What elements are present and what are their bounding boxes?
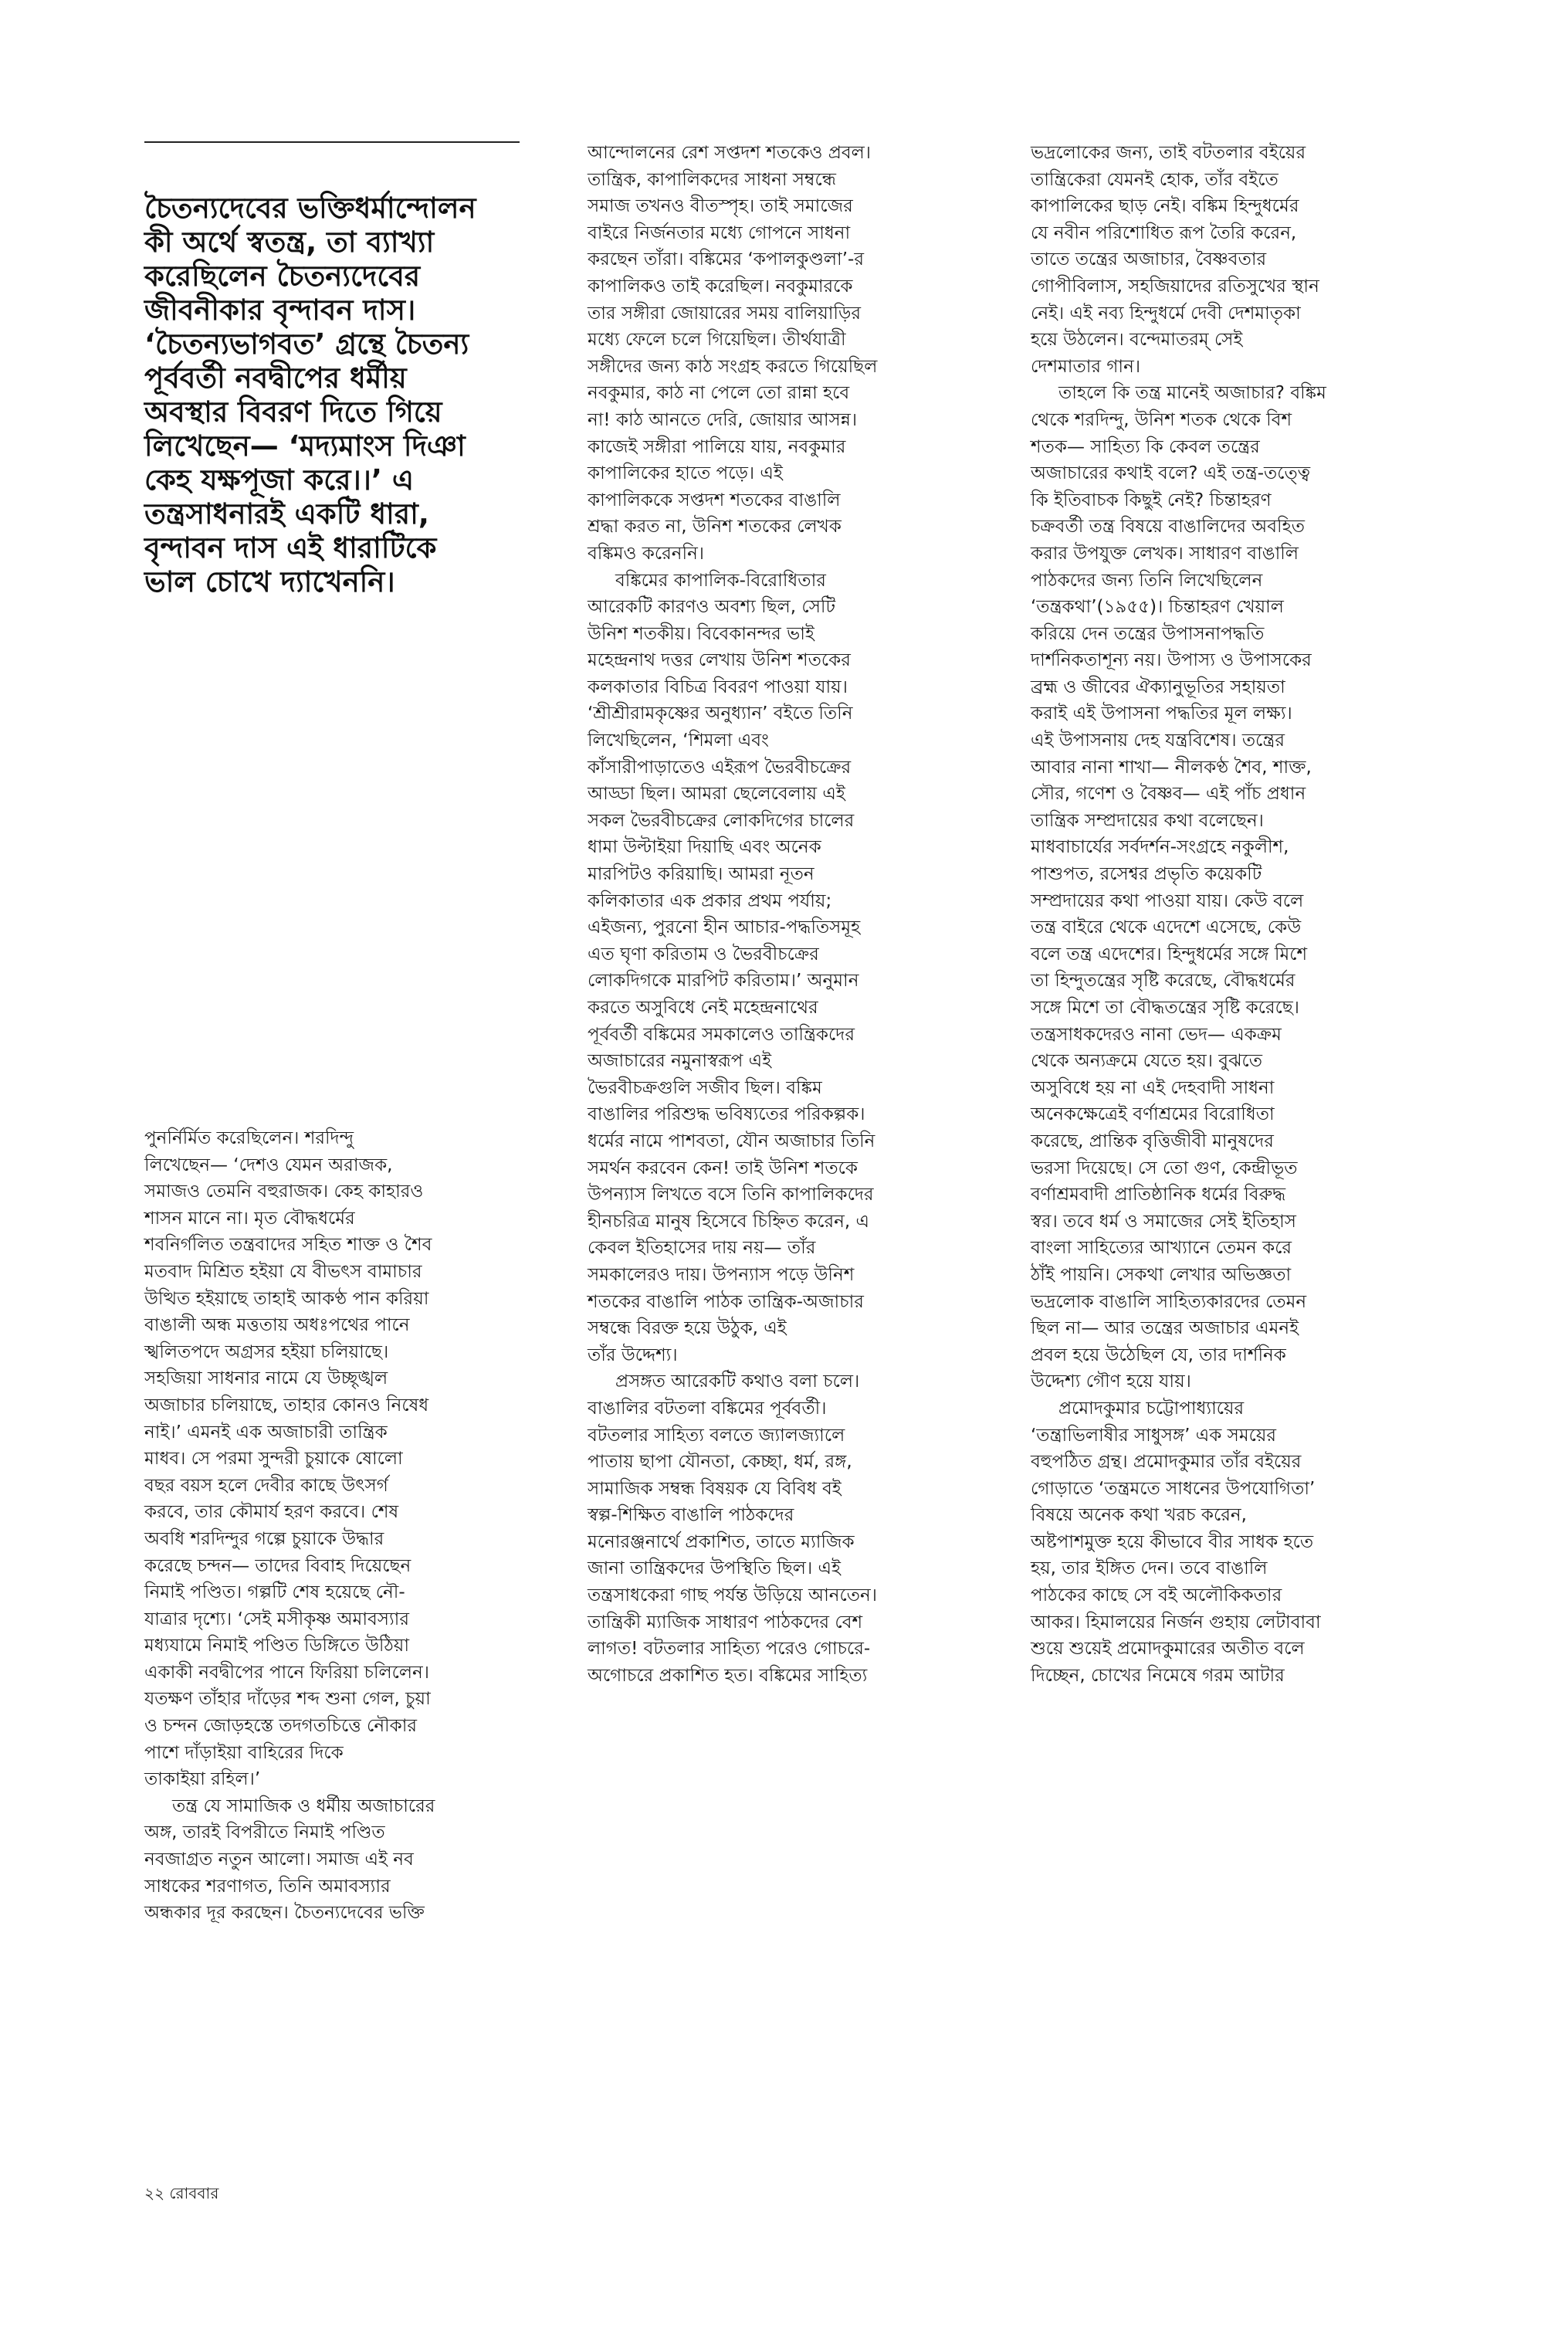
- pull-quote-line: কেহ যক্ষপূজা করে।।’ এ: [144, 463, 414, 497]
- pull-quote-line: করেছিলেন চৈতন্যদেবের: [144, 259, 421, 293]
- text-line: সহজিয়া সাধনার নামে যে উচ্ছৃঙ্খল: [144, 1368, 388, 1389]
- text-line: অজাচারের কথাই বলে? এই তন্ত্র-তত্ত্বে: [1031, 463, 1311, 484]
- text-line: কি ইতিবাচক কিছুই নেই? চিন্তাহরণ: [1031, 490, 1272, 510]
- text-line: ভদ্রলোক বাঙালি সাহিত্যকারদের তেমন: [1031, 1291, 1307, 1312]
- text-line: এই উপাসনায় দেহ যন্ত্রবিশেষ। তন্ত্রের: [1031, 731, 1285, 751]
- text-line: হীনচরিত্র মানুষ হিসেবে চিহ্নিত করেন, এ: [588, 1211, 869, 1232]
- text-line: আকর। হিমালয়ের নির্জন গুহায় লেটাবাবা: [1031, 1612, 1321, 1633]
- text-line: কেবল ইতিহাসের দায় নয়— তাঁর: [588, 1238, 816, 1259]
- text-line: করাই এই উপাসনা পদ্ধতির মূল লক্ষ্য।: [1031, 704, 1292, 724]
- text-line: বাঙালির পরিশুদ্ধ ভবিষ্যতের পরিকল্পক।: [588, 1104, 865, 1125]
- text-line: জানা তান্ত্রিকদের উপস্থিতি ছিল। এই: [588, 1558, 841, 1579]
- text-line: কাপালিকের হাতে পড়ে। এই: [588, 463, 783, 484]
- text-line: অন্ধকার দূর করছেন। চৈতন্যদেবের ভক্তি: [144, 1903, 425, 1924]
- text-line: লিখেছেন— ‘দেশও যেমন অরাজক,: [144, 1155, 393, 1175]
- text-line: করেছে, প্রান্তিক বৃত্তিজীবী মানুষদের: [1031, 1131, 1274, 1151]
- text-line: তন্ত্রসাধকদেরও নানা ভেদ— একক্রম: [1031, 1024, 1282, 1045]
- text-line: স্বর। তবে ধর্ম ও সমাজের সেই ইতিহাস: [1031, 1211, 1296, 1232]
- text-line: মারপিটও করিয়াছি। আমরা নূতন: [588, 864, 814, 885]
- text-line: শবনির্গলিত তন্ত্রবাদের সহিত শাক্ত ও শৈব: [144, 1235, 432, 1256]
- text-line: বাঙালির বটতলা বঙ্কিমের পূর্ববর্তী।: [588, 1398, 827, 1419]
- text-line: ধর্মের নামে পাশবতা, যৌন অজাচার তিনি: [588, 1131, 875, 1151]
- text-line: সঙ্গে মিশে তা বৌদ্ধতন্ত্রের সৃষ্টি করেছে।: [1031, 998, 1300, 1018]
- text-line: যাত্রার দৃশ্যে। ‘সেই মসীকৃষ্ণ অমাবস্যার: [144, 1609, 409, 1629]
- text-line: বঙ্কিমও করেননি।: [588, 543, 705, 564]
- text-line: ব্রহ্ম ও জীবের ঐক্যানুভূতির সহায়তা: [1031, 676, 1285, 697]
- pull-quote-line: ভাল চোখে দ্যাখেননি।: [144, 565, 395, 598]
- text-line: কাপালিকের ছাড় নেই। বঙ্কিম হিন্দুধর্মের: [1031, 196, 1299, 217]
- pull-quote-line: লিখেছেন— ‘মদ্যমাংস দিঞা: [144, 429, 466, 463]
- pull-quote-line: বৃন্দাবন দাস এই ধারাটিকে: [144, 531, 437, 565]
- text-line: দিচ্ছেন, চোখের নিমেষে গরম আটার: [1031, 1665, 1285, 1686]
- text-line: করেছে চন্দন— তাদের বিবাহ দিয়েছেন: [144, 1555, 411, 1576]
- text-line: মহেন্দ্রনাথ দত্তর লেখায় উনিশ শতকের: [588, 650, 851, 671]
- text-line: করবে, তার কৌমার্য হরণ করবে। শেষ: [144, 1502, 399, 1523]
- article-column-right: [1031, 140, 1463, 1689]
- text-line: ও চন্দন জোড়হস্তে তদগতচিত্তে নৌকার: [144, 1716, 418, 1737]
- text-line: গোড়াতে ‘তন্ত্রমতে সাধনের উপযোগিতা’: [1031, 1478, 1316, 1499]
- text-line: উনিশ শতকীয়। বিবেকানন্দর ভাই: [588, 623, 814, 644]
- text-line: অজাচার চলিয়াছে, তাহার কোনও নিষেধ: [144, 1395, 429, 1416]
- text-line: করছেন তাঁরা। বঙ্কিমের ‘কপালকুণ্ডলা’-র: [588, 249, 864, 270]
- text-line: সম্প্রদায়ের কথা পাওয়া যায়। কেউ বলে: [1031, 890, 1304, 911]
- text-line: এত ঘৃণা করিতাম ও ভৈরবীচক্রের: [588, 944, 819, 965]
- text-line: বাঙালী অন্ধ মত্ততায় অধঃপথের পানে: [144, 1315, 410, 1336]
- text-line: ঠাঁই পায়নি। সেকথা লেখার অভিজ্ঞতা: [1031, 1264, 1292, 1285]
- text-line: সমকালেরও দায়। উপন্যাস পড়ে উনিশ: [588, 1264, 855, 1285]
- text-line: দেশমাতার গান।: [1031, 356, 1141, 377]
- text-line: লাগত! বটতলার সাহিত্য পরেও গোচরে-: [588, 1639, 871, 1660]
- text-line: ভৈরবীচক্রগুলি সজীব ছিল। বঙ্কিম: [588, 1077, 822, 1098]
- text-line: মধ্যযামে নিমাই পণ্ডিত ডিঙ্গিতে উঠিয়া: [144, 1636, 410, 1656]
- text-line: ছিল না— আর তন্ত্রের অজাচার এমনই: [1031, 1318, 1299, 1339]
- text-line: মতবাদ মিশ্রিত হইয়া যে বীভৎস বামাচার: [144, 1261, 422, 1282]
- text-line: থেকে শরদিন্দু, উনিশ শতক থেকে বিশ: [1031, 409, 1292, 430]
- text-line: কাপালিকও তাই করেছিল। নবকুমারকে: [588, 276, 853, 297]
- text-line: যে নবীন পরিশোধিত রূপ তৈরি করেন,: [1031, 222, 1297, 243]
- text-line: অনেকক্ষেত্রেই বর্ণাশ্রমের বিরোধিতা: [1031, 1104, 1275, 1125]
- text-line: দার্শনিকতাশূন্য নয়। উপাস্য ও উপাসকের: [1031, 650, 1312, 671]
- text-line: সঙ্গীদের জন্য কাঠ সংগ্রহ করতে গিয়েছিল: [588, 356, 878, 377]
- pull-quote-divider: [144, 141, 520, 143]
- text-line: আবার নানা শাখা— নীলকণ্ঠ শৈব, শাক্ত,: [1031, 757, 1312, 778]
- paragraph-start-line: প্রমোদকুমার চট্টোপাধ্যায়ের: [1058, 1398, 1245, 1419]
- text-line: বটতলার সাহিত্য বলতে জ্যালজ্যালে: [588, 1425, 845, 1446]
- text-line: বাইরে নির্জনতার মধ্যে গোপনে সাধনা: [588, 222, 851, 243]
- text-line: তান্ত্রিকী ম্যাজিক সাধারণ পাঠকদের বেশ: [588, 1612, 863, 1633]
- text-line: অসুবিধে হয় না এই দেহবাদী সাধনা: [1031, 1077, 1275, 1098]
- text-line: তান্ত্রিক, কাপালিকদের সাধনা সম্বন্ধে: [588, 169, 836, 190]
- text-line: বাংলা সাহিত্যের আখ্যানে তেমন করে: [1031, 1238, 1292, 1259]
- text-line: সমাজ তখনও বীতস্পৃহ। তাই সমাজের: [588, 196, 853, 217]
- text-line: শাসন মানে না। মৃত বৌদ্ধধর্মের: [144, 1208, 355, 1229]
- text-line: কাঁসারীপাড়াতেও এইরূপ ভৈরবীচক্রের: [588, 757, 852, 778]
- text-line: বছর বয়স হলে দেবীর কাছে উৎসর্গ: [144, 1475, 388, 1496]
- text-line: প্রবল হয়ে উঠেছিল যে, তার দার্শনিক: [1031, 1344, 1286, 1365]
- text-line: করিয়ে দেন তন্ত্রের উপাসনাপদ্ধতি: [1031, 623, 1265, 644]
- text-line: উত্থিত হইয়াছে তাহাই আকণ্ঠ পান করিয়া: [144, 1288, 429, 1309]
- article-column-left: [144, 1125, 577, 1927]
- text-line: হয়ে উঠলেন। বন্দেমাতরম্ সেই: [1031, 330, 1243, 351]
- text-line: তন্ত্র বাইরে থেকে এদেশে এসেছে, কেউ: [1031, 917, 1302, 938]
- paragraph-start-line: তাহলে কি তন্ত্র মানেই অজাচার? বঙ্কিম: [1058, 383, 1326, 404]
- pull-quote-line: তন্ত্রসাধনারই একটি ধারা,: [144, 497, 429, 531]
- text-line: ধামা উল্টাইয়া দিয়াছি এবং অনেক: [588, 837, 821, 858]
- text-line: একাকী নবদ্বীপের পানে ফিরিয়া চলিলেন।: [144, 1662, 430, 1683]
- pull-quote: [144, 192, 561, 599]
- paragraph-start-line: তন্ত্র যে সামাজিক ও ধর্মীয় অজাচারের: [172, 1795, 435, 1816]
- pull-quote-line: পূর্ববর্তী নবদ্বীপের ধর্মীয়: [144, 361, 407, 395]
- text-line: কলকাতার বিচিত্র বিবরণ পাওয়া যায়।: [588, 676, 848, 697]
- text-line: বলে তন্ত্র এদেশের। হিন্দুধর্মের সঙ্গে মিশে: [1031, 944, 1308, 965]
- text-line: মধ্যে ফেলে চলে গিয়েছিল। তীর্থযাত্রী: [588, 330, 846, 351]
- pull-quote-line: ‘চৈতন্যভাগবত’ গ্রন্থে চৈতন্য: [144, 327, 469, 361]
- text-line: স্খলিতপদে অগ্রসর হইয়া চলিয়াছে।: [144, 1341, 389, 1362]
- page-folio: ২২ রোববার: [144, 2184, 219, 2202]
- text-line: পাশুপত, রসেশ্বর প্রভৃতি কয়েকটি: [1031, 864, 1262, 885]
- text-line: কলিকাতার এক প্রকার প্রথম পর্যায়;: [588, 890, 832, 911]
- text-line: সৌর, গণেশ ও বৈষ্ণব— এই পাঁচ প্রধান: [1031, 784, 1306, 805]
- text-line: তান্ত্রিক সম্প্রদায়ের কথা বলেছেন।: [1031, 810, 1264, 831]
- text-line: নবজাগ্রত নতুন আলো। সমাজ এই নব: [144, 1850, 414, 1870]
- text-line: অগোচরে প্রকাশিত হত। বঙ্কিমের সাহিত্য: [588, 1665, 868, 1686]
- text-line: লোকদিগকে মারপিট করিতাম।’ অনুমান: [588, 971, 859, 992]
- pull-quote-line: চৈতন্যদেবের ভক্তিধর্মান্দোলন: [144, 192, 476, 225]
- paragraph-start-line: বঙ্কিমের কাপালিক-বিরোধিতার: [615, 570, 826, 591]
- text-line: ‘তন্ত্রাভিলাষীর সাধুসঙ্গ’ এক সময়ের: [1031, 1425, 1277, 1446]
- text-line: ‘শ্রীশ্রীরামকৃষ্ণের অনুধ্যান’ বইতে তিনি: [588, 704, 853, 724]
- text-line: শতকের বাঙালি পাঠক তান্ত্রিক-অজাচার: [588, 1291, 864, 1312]
- text-line: ‘তন্ত্রকথা’(১৯৫৫)। চিন্তাহরণ খেয়াল: [1031, 597, 1284, 618]
- text-line: পাতায় ছাপা যৌনতা, কেচ্ছা, ধর্ম, রঙ্গ,: [588, 1452, 852, 1473]
- text-line: ভরসা দিয়েছে। সে তো গুণ, কেন্দ্রীভূত: [1031, 1158, 1298, 1178]
- text-line: সামাজিক সম্বন্ধ বিষয়ক যে বিবিধ বই: [588, 1478, 842, 1499]
- text-line: বহুপঠিত গ্রন্থ। প্রমোদকুমার তাঁর বইয়ের: [1031, 1452, 1302, 1473]
- text-line: তার সঙ্গীরা জোয়ারের সময় বালিয়াড়ির: [588, 303, 862, 324]
- text-line: নিমাই পণ্ডিত। গল্পটি শেষ হয়েছে নৌ-: [144, 1582, 405, 1603]
- text-line: উদ্দেশ্য গৌণ হয়ে যায়।: [1031, 1372, 1191, 1392]
- pull-quote-line: অবস্থার বিবরণ দিতে গিয়ে: [144, 395, 442, 429]
- text-line: পাঠকদের জন্য তিনি লিখেছিলেন: [1031, 570, 1263, 591]
- text-line: সাধকের শরণাগত, তিনি অমাবস্যার: [144, 1876, 391, 1897]
- text-line: নাই।’ এমনই এক অজাচারী তান্ত্রিক: [144, 1422, 388, 1443]
- pull-quote-line: জীবনীকার বৃন্দাবন দাস।: [144, 293, 416, 327]
- text-line: কাজেই সঙ্গীরা পালিয়ে যায়, নবকুমার: [588, 436, 846, 457]
- text-line: তাকাইয়া রহিল।’: [144, 1769, 261, 1790]
- text-line: অঙ্গ, তারই বিপরীতে নিমাই পণ্ডিত: [144, 1822, 385, 1843]
- text-line: বর্ণাশ্রমবাদী প্রাতিষ্ঠানিক ধর্মের বিরুদ্ধ: [1031, 1185, 1286, 1205]
- text-line: সকল ভৈরবীচক্রের লোকদিগের চালের: [588, 810, 855, 831]
- text-line: করার উপযুক্ত লেখক। সাধারণ বাঙালি: [1031, 543, 1299, 564]
- text-line: উপন্যাস লিখতে বসে তিনি কাপালিকদের: [588, 1185, 874, 1205]
- text-line: তাঁর উদ্দেশ্য।: [588, 1344, 678, 1365]
- paragraph-start-line: প্রসঙ্গত আরেকটি কথাও বলা চলে।: [615, 1372, 860, 1392]
- text-line: মনোরঞ্জনার্থে প্রকাশিত, তাতে ম্যাজিক: [588, 1531, 855, 1552]
- text-line: চক্রবর্তী তন্ত্র বিষয়ে বাঙালিদের অবহিত: [1031, 517, 1305, 537]
- text-line: পাশে দাঁড়াইয়া বাহিরের দিকে: [144, 1742, 344, 1763]
- text-line: নেই। এই নব্য হিন্দুধর্মে দেবী দেশমাতৃকা: [1031, 303, 1301, 324]
- text-line: মাধবাচার্যের সর্বদর্শন-সংগ্রহে নকুলীশ,: [1031, 837, 1289, 858]
- text-line: পাঠকের কাছে সে বই অলৌকিকতার: [1031, 1585, 1282, 1606]
- text-line: নবকুমার, কাঠ না পেলে তো রান্না হবে: [588, 383, 850, 404]
- text-line: তাতে তন্ত্রের অজাচার, বৈষ্ণবতার: [1031, 249, 1267, 270]
- text-line: তন্ত্রসাধকেরা গাছ পর্যন্ত উড়িয়ে আনতেন।: [588, 1585, 877, 1606]
- text-line: যতক্ষণ তাঁহার দাঁড়ের শব্দ শুনা গেল, চুয়া: [144, 1689, 431, 1710]
- text-line: সমর্থন করবেন কেন! তাই উনিশ শতকে: [588, 1158, 858, 1178]
- text-line: মাধব। সে পরমা সুন্দরী চুয়াকে ষোলো: [144, 1449, 403, 1470]
- pull-quote-line: কী অর্থে স্বতন্ত্র, তা ব্যাখ্যা: [144, 225, 435, 259]
- text-line: শুয়ে শুয়েই প্রমোদকুমারের অতীত বলে: [1031, 1639, 1305, 1660]
- text-line: গোপীবিলাস, সহজিয়াদের রতিসুখের স্থান: [1031, 276, 1319, 297]
- text-line: অজাচারের নমুনাস্বরূপ এই: [588, 1051, 772, 1072]
- text-line: আড্ডা ছিল। আমরা ছেলেবেলায় এই: [588, 784, 845, 805]
- text-line: এইজন্য, পুরনো হীন আচার-পদ্ধতিসমূহ: [588, 917, 861, 938]
- text-line: তা হিন্দুতন্ত্রের সৃষ্টি করেছে, বৌদ্ধধর্মের: [1031, 971, 1295, 992]
- text-line: সম্বন্ধে বিরক্ত হয়ে উঠুক, এই: [588, 1318, 787, 1339]
- text-line: বিষয়ে অনেক কথা খরচ করেন,: [1031, 1505, 1247, 1526]
- article-column-middle: [588, 140, 1020, 1689]
- text-line: ভদ্রলোকের জন্য, তাই বটতলার বইয়ের: [1031, 143, 1306, 163]
- text-line: না! কাঠ আনতে দেরি, জোয়ার আসন্ন।: [588, 409, 858, 430]
- text-line: হয়, তার ইঙ্গিত দেন। তবে বাঙালি: [1031, 1558, 1268, 1579]
- text-line: করতে অসুবিধে নেই মহেন্দ্রনাথের: [588, 998, 818, 1018]
- text-line: স্বল্প-শিক্ষিত বাঙালি পাঠকদের: [588, 1505, 794, 1526]
- text-line: লিখেছিলেন, ‘শিমলা এবং: [588, 731, 769, 751]
- text-line: শতক— সাহিত্য কি কেবল তন্ত্রের: [1031, 436, 1260, 457]
- text-line: তান্ত্রিকেরা যেমনই হোক, তাঁর বইতে: [1031, 169, 1278, 190]
- text-line: পুনর্নির্মিত করেছিলেন। শরদিন্দু: [144, 1128, 354, 1148]
- text-line: অবধি শরদিন্দুর গল্পে চুয়াকে উদ্ধার: [144, 1528, 384, 1549]
- text-line: থেকে অন্যক্রমে যেতে হয়। বুঝতে: [1031, 1051, 1263, 1072]
- text-line: আন্দোলনের রেশ সপ্তদশ শতকেও প্রবল।: [588, 143, 872, 163]
- text-line: আরেকটি কারণও অবশ্য ছিল, সেটি: [588, 597, 836, 618]
- text-line: অষ্টপাশমুক্ত হয়ে কীভাবে বীর সাধক হতে: [1031, 1531, 1314, 1552]
- text-line: সমাজও তেমনি বহুরাজক। কেহ কাহারও: [144, 1182, 424, 1202]
- text-line: পূর্ববর্তী বঙ্কিমের সমকালেও তান্ত্রিকদের: [588, 1024, 855, 1045]
- text-line: কাপালিককে সপ্তদশ শতকের বাঙালি: [588, 490, 841, 510]
- text-line: শ্রদ্ধা করত না, উনিশ শতকের লেখক: [588, 517, 842, 537]
